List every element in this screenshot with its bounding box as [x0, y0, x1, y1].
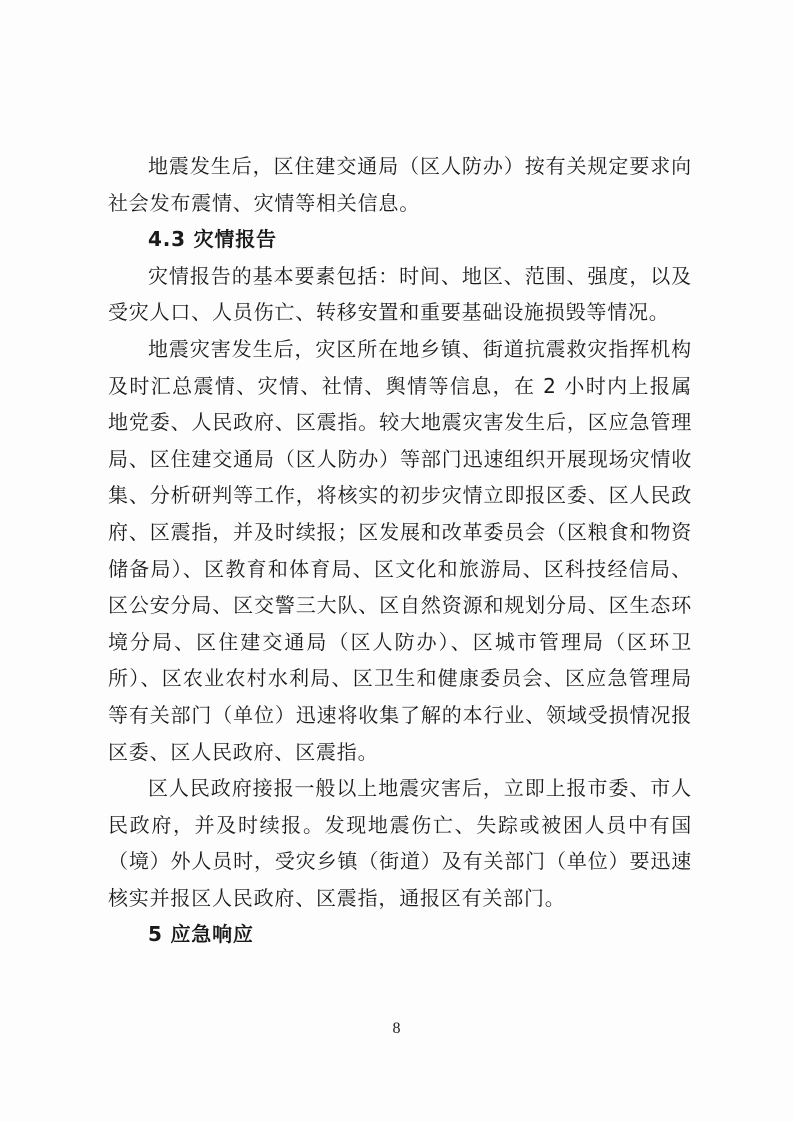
page-number: 8: [392, 1020, 401, 1037]
paragraph-report-procedure: 地震灾害发生后，灾区所在地乡镇、街道抗震救灾指挥机构及时汇总震情、灾情、社情、舆情等信息，在 2 小时内上报属地党委、人民政府、区震指。较大地震灾害发生后，区应急管理局、区住建交通局（区人防办）等部门迅速组织开展现场灾情收集、分析研判等工作，将核实的初步灾情立即报区委、区人民政府、区震指，并及时续报；区发展和改革委员会（区粮食和物资储备局）、区教育和体育局、区文化和旅游局、区科技经信局、区公安分局、区交警三大队、区自然资源和规划分局、区生态环境分局、区住建交通局（区人防办）、区城市管理局（区环卫所）、区农业农村水利局、区卫生和健康委员会、区应急管理局等有关部门（单位）迅速将收集了解的本行业、领域受损情况报区委、区人民政府、区震指。: [108, 336, 692, 764]
page-content: [108, 148, 692, 953]
paragraph-info-release: 地震发生后，区住建交通局（区人防办）按有关规定要求向社会发布震情、灾情等相关信息。: [108, 154, 692, 215]
section-heading-4-3: 4.3 灾情报告: [148, 227, 277, 252]
section-heading-5: 5 应急响应: [148, 922, 254, 947]
paragraph-government-report: 区人民政府接报一般以上地震灾害后，立即上报市委、市人民政府，并及时续报。发现地震伤亡、失踪或被困人员中有国（境）外人员时，受灾乡镇（街道）及有关部门（单位）要迅速核实并报区人民政府、区震指，通报区有关部门。: [108, 776, 692, 910]
paragraph-report-elements: 灾情报告的基本要素包括：时间、地区、范围、强度，以及受灾人口、人员伤亡、转移安置和重要基础设施损毁等情况。: [108, 263, 692, 325]
